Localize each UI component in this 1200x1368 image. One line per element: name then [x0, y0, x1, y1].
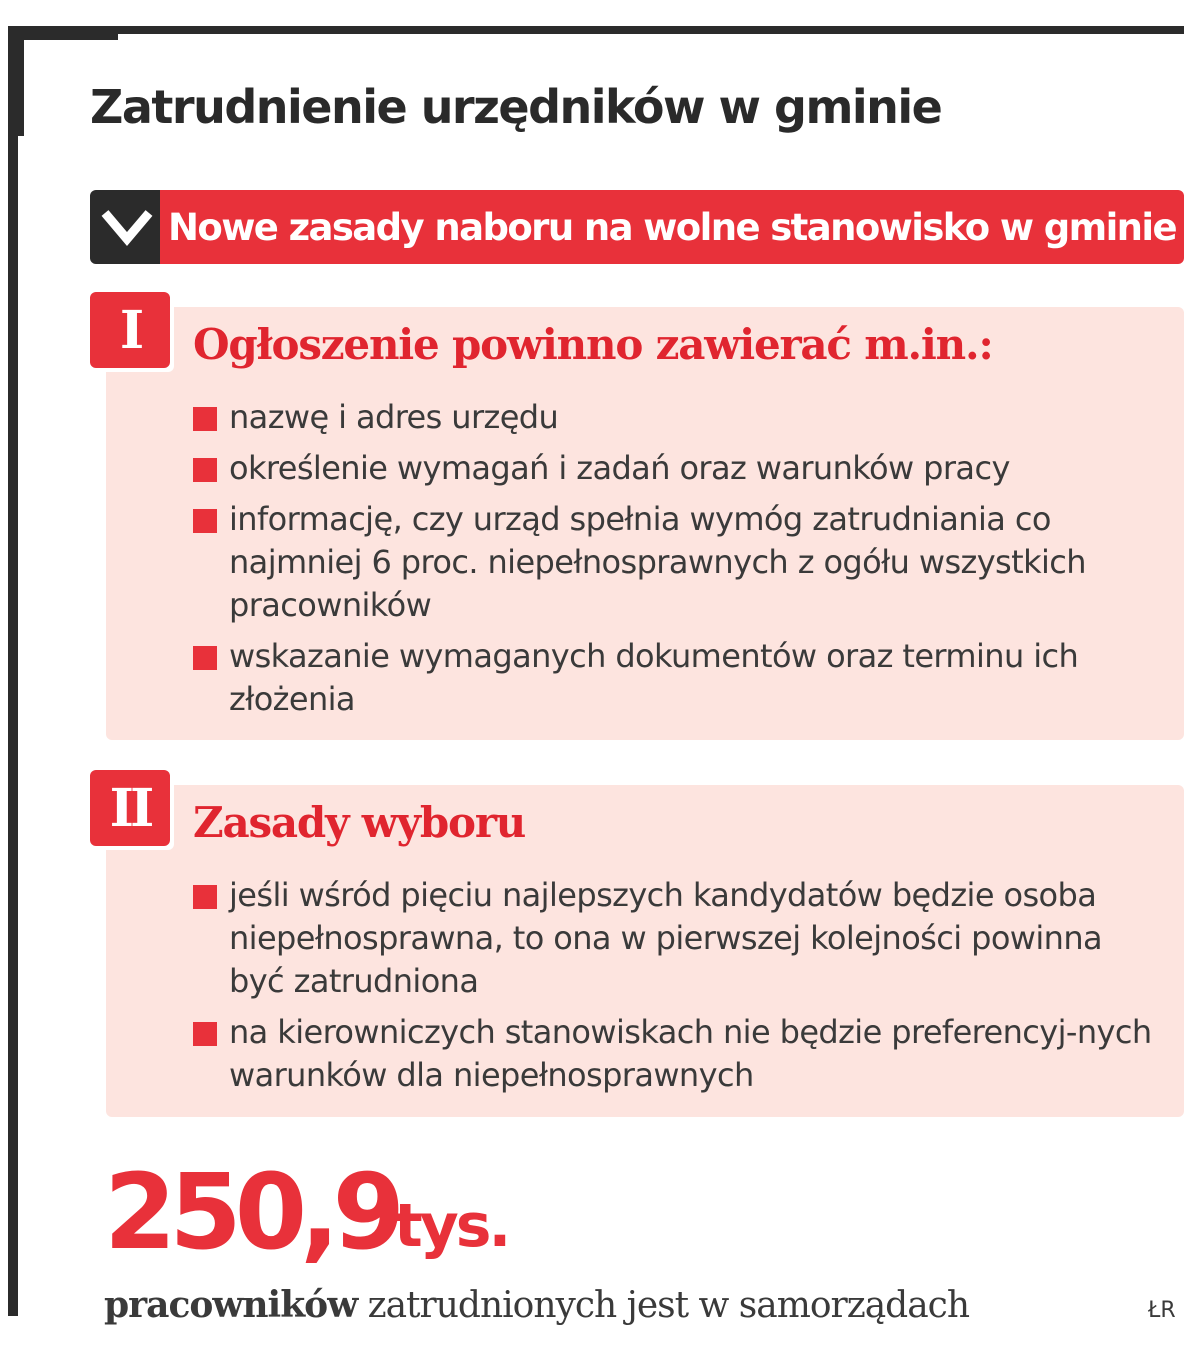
bullet-square-icon [193, 646, 217, 670]
section-heading-2: Zasady wyboru [193, 798, 526, 847]
frame-left-rule [8, 26, 18, 1316]
list-item-text: określenie wymagań i zadań oraz warunków pracy [229, 449, 1010, 487]
list-item [193, 1011, 1163, 1097]
stat-unit: tys. [394, 1191, 509, 1261]
list-item [193, 498, 1163, 627]
stat-value: 250,9 [104, 1151, 398, 1273]
bullet-square-icon [193, 407, 217, 431]
list-item [193, 635, 1163, 721]
bullet-square-icon [193, 1022, 217, 1046]
bullet-square-icon [193, 509, 217, 533]
banner-text: Nowe zasady naboru na wolne stanowisko w gminie [168, 205, 1176, 249]
section-list-1 [193, 396, 1163, 729]
list-item-text: nazwę i adres urzędu [229, 398, 559, 436]
list-item [193, 447, 1163, 490]
section-numeral-badge-1: I [90, 292, 170, 368]
list-item-text: jeśli wśród pięciu najlepszych kandydatów będzie osoba niepełnosprawna, to ona w pierwszej kolejności powinna być zatrudniona [229, 876, 1103, 1000]
list-item-text: na kierowniczych stanowiskach nie będzie preferencyj-nych warunków dla niepełnosprawnych [229, 1013, 1152, 1094]
chevron-down-icon [90, 190, 164, 264]
author-credit: ŁR [1148, 1298, 1176, 1323]
list-item [193, 396, 1163, 439]
bullet-square-icon [193, 885, 217, 909]
stat-caption-bold: pracowników [104, 1284, 358, 1326]
frame-corner-left [8, 26, 24, 136]
list-item-text: wskazanie wymaganych dokumentów oraz terminu ich złożenia [229, 637, 1079, 718]
section-list-2 [193, 874, 1163, 1105]
frame-corner-top [8, 26, 118, 40]
list-item-text: informację, czy urząd spełnia wymóg zatrudniania co najmniej 6 proc. niepełnosprawnych z ogółu wszystkich pracowników [229, 500, 1086, 624]
stat-caption-rest: zatrudnionych jest w samorządach [357, 1285, 970, 1326]
page-title: Zatrudnienie urzędników w gminie [90, 80, 942, 134]
bullet-square-icon [193, 458, 217, 482]
list-item [193, 874, 1163, 1003]
subtitle-banner [90, 190, 1184, 264]
banner-bar [160, 190, 1184, 264]
stat-caption [104, 1284, 969, 1326]
section-numeral-badge-2: II [90, 770, 170, 846]
frame-top-rule [8, 26, 1184, 34]
section-heading-1: Ogłoszenie powinno zawierać m.in.: [193, 320, 993, 369]
